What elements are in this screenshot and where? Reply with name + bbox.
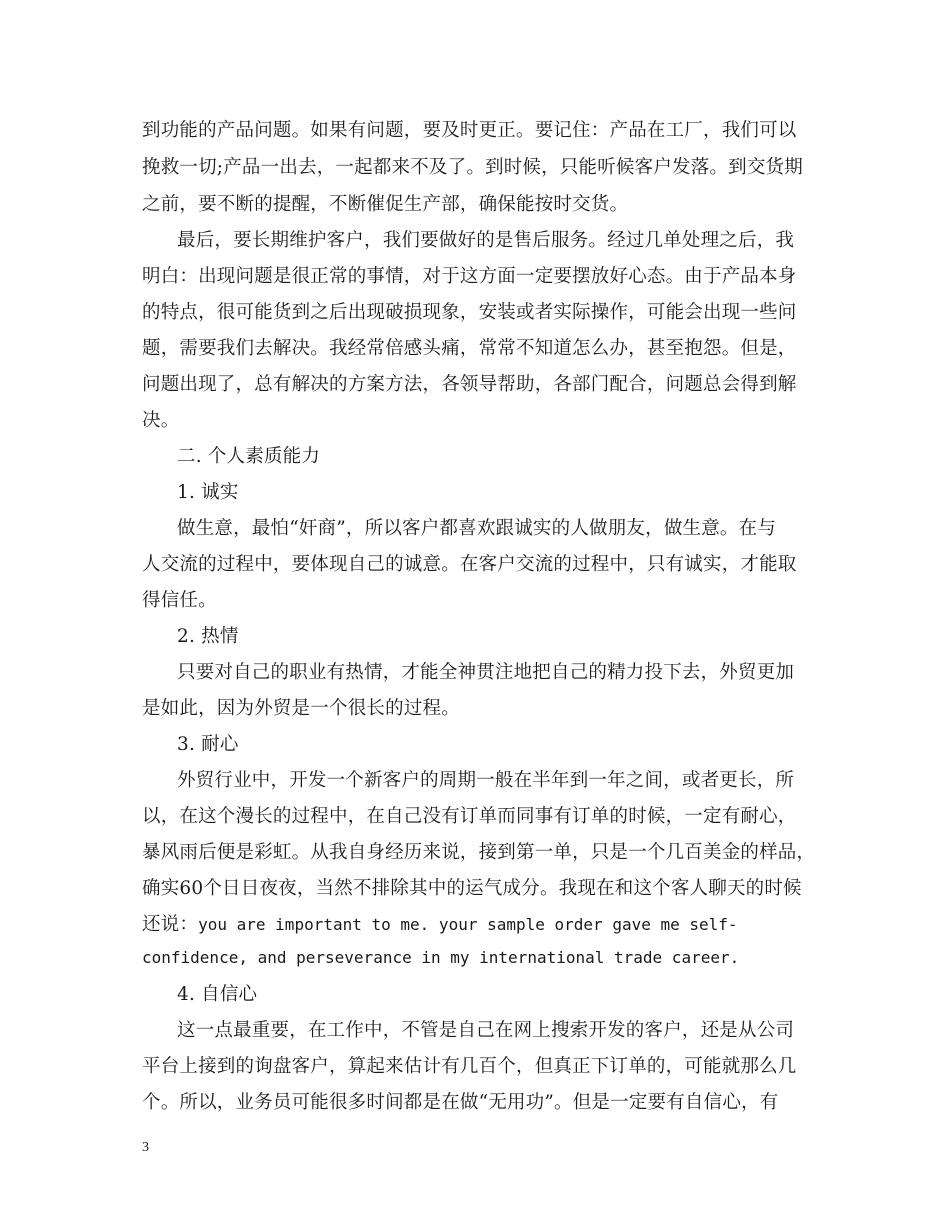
paragraph-line: 确实60个日日夜夜，当然不排除其中的运气成分。我现在和这个客人聊天的时候 [142, 878, 802, 899]
paragraph-line: 最后，要长期维护客户，我们要做好的是售后服务。经过几单处理之后，我 [177, 230, 795, 251]
subsection-heading: 2. 热情 [177, 626, 239, 647]
paragraph-line: 明白：出现问题是很正常的事情，对于这方面一定要摆放好心态。由于产品本身 [142, 266, 797, 287]
paragraph-line: 只要对自己的职业有热情，才能全神贯注地把自己的精力投下去，外贸更加 [177, 662, 795, 683]
paragraph-line: 挽救一切;产品一出去，一起都来不及了。到时候，只能听候客户发落。到交货期 [142, 157, 803, 178]
english-quote: you are important to me. your sample order gave me self- [198, 915, 738, 934]
paragraph-line: 决。 [142, 410, 180, 431]
paragraph-line: 的特点，很可能货到之后出现破损现象，安装或者实际操作，可能会出现一些问 [142, 302, 797, 323]
paragraph-text: 还说： [142, 914, 199, 935]
paragraph-line: 这一点最重要，在工作中，不管是自己在网上搜索开发的客户，还是从公司 [177, 1020, 795, 1041]
paragraph-line: 到功能的产品问题。如果有问题，要及时更正。要记住：产品在工厂，我们可以 [142, 120, 797, 141]
paragraph-line: 平台上接到的询盘客户，算起来估计有几百个，但真正下订单的，可能就那么几 [142, 1056, 797, 1077]
paragraph-line: 暴风雨后便是彩虹。从我自身经历来说，接到第一单，只是一个几百美金的样品， [142, 842, 816, 863]
subsection-heading: 4. 自信心 [177, 984, 258, 1005]
paragraph-line: 以，在这个漫长的过程中，在自己没有订单而同事有订单的时候，一定有耐心， [142, 806, 797, 827]
paragraph-line: 外贸行业中，开发一个新客户的周期一般在半年到一年之间，或者更长，所 [177, 770, 795, 791]
paragraph-line [142, 914, 738, 936]
subsection-heading: 1. 诚实 [177, 482, 239, 503]
paragraph-line: 题，需要我们去解决。我经常倍感头痛，常常不知道怎么办，甚至抱怨。但是， [142, 338, 797, 359]
paragraph-line: 人交流的过程中，要体现自己的诚意。在客户交流的过程中，只有诚实，才能取 [142, 554, 797, 575]
section-heading: 二. 个人素质能力 [177, 446, 321, 467]
paragraph-line: 是如此，因为外贸是一个很长的过程。 [142, 698, 460, 719]
page-number: 3 [142, 1140, 149, 1155]
paragraph-line: 之前，要不断的提醒，不断催促生产部，确保能按时交货。 [142, 194, 629, 215]
english-quote-line: confidence, and perseverance in my international trade career. [142, 948, 740, 967]
paragraph-line: 做生意，最怕“奸商”，所以客户都喜欢跟诚实的人做朋友，做生意。在与 [177, 518, 777, 539]
paragraph-line: 个。所以，业务员可能很多时间都是在做“无用功”。但是一定要有自信心，有 [142, 1092, 779, 1113]
paragraph-line: 问题出现了，总有解决的方案方法，各领导帮助，各部门配合，问题总会得到解 [142, 374, 797, 395]
subsection-heading: 3. 耐心 [177, 734, 239, 755]
paragraph-line: 得信任。 [142, 590, 217, 611]
